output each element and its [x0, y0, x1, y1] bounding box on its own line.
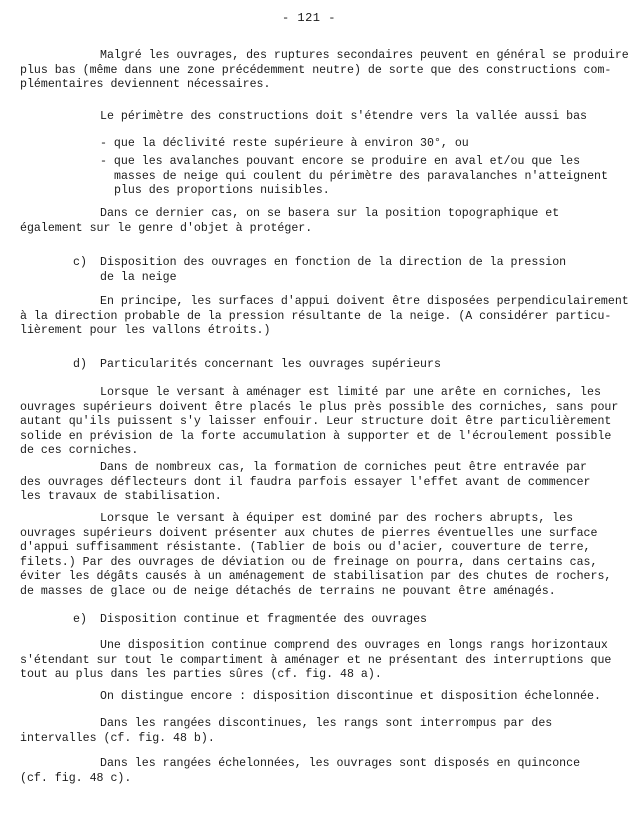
text-line: ouvrages supérieurs doivent être placés le plus près possible des corniches, sans pour	[20, 400, 619, 414]
section-letter: e)	[73, 613, 87, 626]
text-line: intervalles (cf. fig. 48 b).	[20, 731, 215, 745]
text-line: Dans les rangées discontinues, les rangs sont interrompus par des	[100, 717, 553, 730]
paragraph-section-d-3	[20, 512, 611, 599]
text-line: masses de neige qui coulent du périmètre des paravalanches n'atteignent	[114, 169, 608, 183]
text-line: filets.) Par des ouvrages de déviation ou de freinage on pourra, dans certains cas,	[20, 555, 598, 569]
paragraph-section-e-4	[20, 757, 580, 786]
text-line: - que la déclivité reste supérieure à environ 30°, ou	[100, 137, 469, 150]
page-number: - 121 -	[282, 11, 336, 25]
text-line: des ouvrages déflecteurs dont il faudra parfois essayer l'effet avant de commencer	[20, 475, 591, 489]
text-line: de masses de glace ou de neige détachés de terrains ne pouvant être aménagés.	[20, 584, 556, 598]
section-letter: d)	[73, 358, 87, 371]
text-line: Disposition des ouvrages en fonction de la direction de la pression	[100, 256, 567, 269]
text-line: Le périmètre des constructions doit s'étendre vers la vallée aussi bas	[100, 110, 588, 123]
text-line: En principe, les surfaces d'appui doivent être disposées perpendiculairement	[100, 295, 629, 308]
text-line: Dans de nombreux cas, la formation de corniches peut être entravée par	[100, 461, 588, 474]
section-title: Disposition continue et fragmentée des ouvrages	[100, 613, 427, 626]
paragraph-topography	[20, 207, 559, 236]
text-line: de ces corniches.	[20, 444, 139, 457]
section-letter: c)	[73, 256, 87, 269]
text-line: de la neige	[100, 270, 177, 284]
text-line: plus des proportions nuisibles.	[114, 184, 330, 197]
text-line: à la direction probable de la pression résultante de la neige. (A considérer particu-	[20, 309, 612, 323]
section-c-heading	[73, 256, 593, 286]
text-line: Lorsque le versant à aménager est limité par une arête en corniches, les	[100, 386, 601, 399]
section-d-heading	[73, 358, 593, 374]
text-line: Dans ce dernier cas, on se basera sur la position topographique et	[100, 207, 560, 220]
text-line: Lorsque le versant à équiper est dominé par des rochers abrupts, les	[100, 512, 574, 525]
paragraph-section-e-1	[20, 639, 611, 683]
text-line: s'étendant sur tout le compartiment à aménager et ne présentant des interruptions que	[20, 653, 612, 667]
text-line: Dans les rangées échelonnées, les ouvrages sont disposés en quinconce	[100, 757, 581, 770]
text-line: également sur le genre d'objet à protéger.	[20, 221, 313, 235]
paragraph-section-c	[20, 295, 629, 339]
text-line: éviter les dégâts causés à un aménagement de stabilisation par des chutes de rochers,	[20, 570, 612, 583]
text-line: Une disposition continue comprend des ouvrages en longs rangs horizontaux	[100, 639, 608, 652]
text-line: lièrement pour les vallons étroits.)	[20, 324, 271, 337]
paragraph-section-e-3	[20, 717, 552, 746]
text-line: Malgré les ouvrages, des ruptures secondaires peuvent en général se produire	[100, 49, 629, 62]
paragraph-section-d-1	[20, 386, 618, 459]
text-line: autant qu'ils puissent s'y laisser enfouir. Leur structure doit être particulièrement	[20, 415, 612, 428]
text-line: solide en prévision de la forte accumulation à supporter et de l'écroulement possible	[20, 429, 612, 443]
paragraph-section-e-2	[100, 690, 601, 705]
text-line: On distingue encore : disposition discontinue et disposition échelonnée.	[100, 690, 601, 703]
text-line: (cf. fig. 48 c).	[20, 771, 132, 785]
text-line: d'appui suffisamment résistante. (Tablier de bois ou d'acier, couverture de terre,	[20, 541, 591, 554]
text-line: tout au plus dans les parties sûres (cf. fig. 48 a).	[20, 668, 382, 681]
text-line: plus bas (même dans une zone précédemment neutre) de sorte que des constructions com-	[20, 63, 612, 77]
bullet-item-avalanches	[100, 155, 608, 199]
section-title: Particularités concernant les ouvrages supérieurs	[100, 358, 441, 371]
paragraph-section-d-2	[20, 461, 591, 505]
section-title	[100, 256, 566, 285]
paragraph-perimeter	[100, 110, 587, 125]
section-e-heading	[73, 613, 593, 629]
text-line: ouvrages supérieurs doivent présenter aux chutes de pierres éventuelles une surface	[20, 526, 598, 540]
paragraph-intro	[20, 49, 629, 93]
bullet-item-slope	[100, 137, 469, 152]
text-line: les travaux de stabilisation.	[20, 490, 222, 503]
text-line: - que les avalanches pouvant encore se produire en aval et/ou que les	[100, 155, 581, 168]
text-line: plémentaires deviennent nécessaires.	[20, 78, 271, 91]
